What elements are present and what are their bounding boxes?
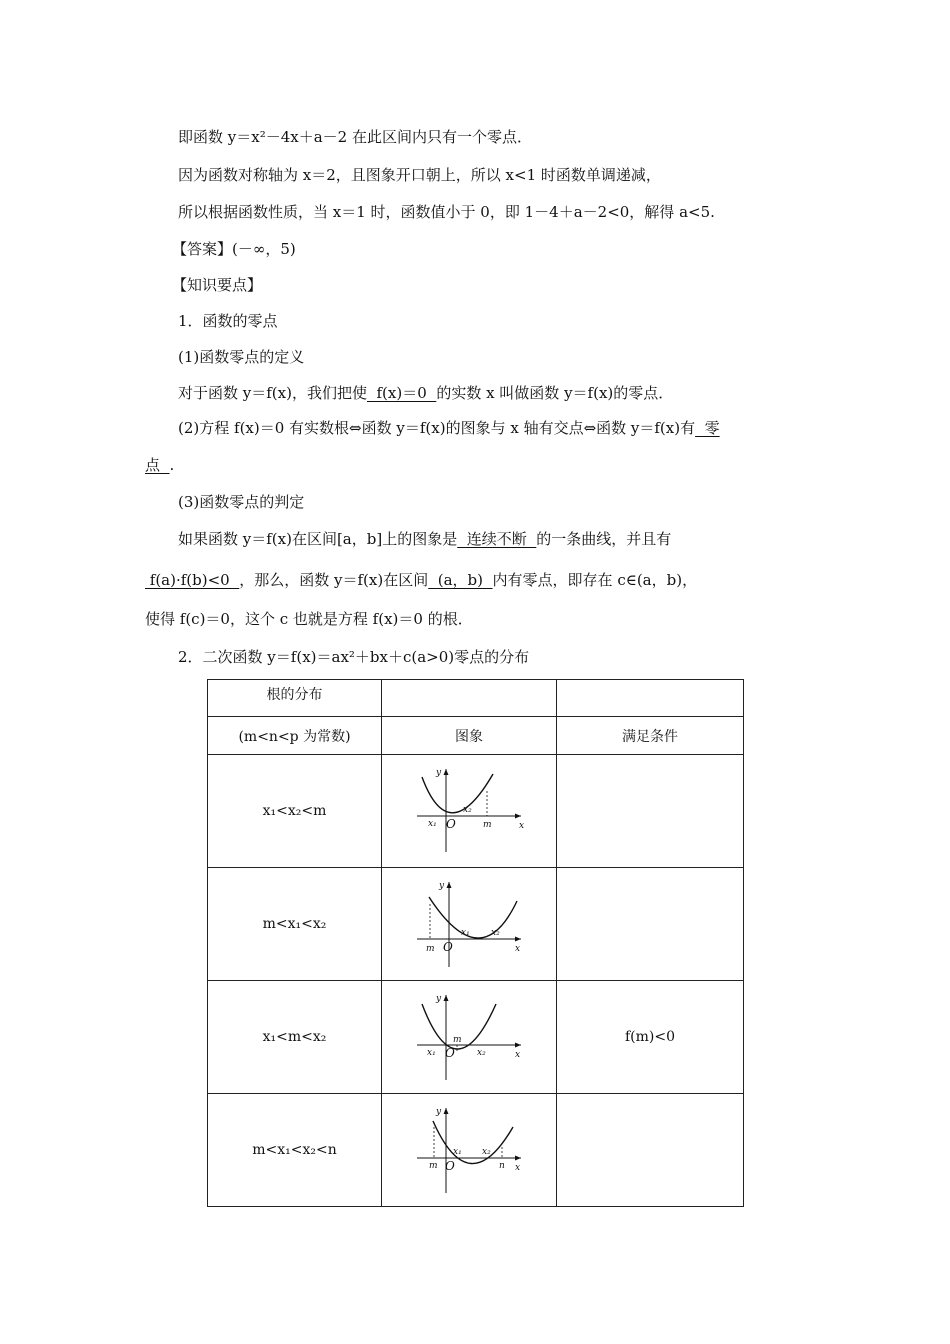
table-header-row-2 bbox=[208, 717, 744, 755]
origin-label: O bbox=[446, 816, 456, 831]
judge-line-3: 使得 f(c)＝0，这个 c 也就是方程 f(x)＝0 的根． bbox=[145, 610, 473, 628]
equivalence-blank-1: 零 bbox=[695, 419, 720, 437]
row-graph bbox=[382, 1094, 557, 1207]
row-condition bbox=[557, 868, 744, 981]
row-condition bbox=[557, 755, 744, 868]
m-label: m bbox=[429, 1160, 438, 1171]
table-header-row-1 bbox=[208, 680, 744, 717]
y-axis-label: y bbox=[436, 767, 442, 778]
text-line-3: 所以根据函数性质，当 x＝1 时，函数值小于 0，即 1－4＋a－2<0，解得 a<5. bbox=[178, 203, 715, 221]
section-1-1-heading: (1)函数零点的定义 bbox=[178, 348, 305, 366]
judge-line-1 bbox=[178, 529, 671, 549]
table-row bbox=[208, 755, 744, 868]
header-constants: (m<n<p 为常数) bbox=[208, 717, 382, 755]
x2-label: x₂ bbox=[482, 1146, 491, 1157]
equivalence-line-cont bbox=[145, 455, 174, 475]
table-row bbox=[208, 981, 744, 1094]
m-label: m bbox=[426, 943, 435, 954]
answer-label: 【答案】 bbox=[172, 240, 233, 258]
parabola-graph bbox=[409, 1103, 529, 1198]
header-empty-2 bbox=[557, 680, 744, 717]
text-line-2: 因为函数对称轴为 x＝2，且图象开口朝上，所以 x<1 时函数单调递减， bbox=[178, 166, 661, 184]
row-distribution: x₁<m<x₂ bbox=[208, 981, 382, 1094]
x-axis-label: x bbox=[515, 1162, 521, 1173]
x1-label: x₁ bbox=[428, 818, 437, 829]
y-axis-label: y bbox=[439, 880, 445, 891]
header-conditions: 满足条件 bbox=[557, 717, 744, 755]
judge-blank-2: f(a)·f(b)<0 bbox=[145, 571, 240, 589]
judge-text-d: 内有零点，即存在 c∈(a，b)， bbox=[492, 571, 698, 589]
x2-label: x₂ bbox=[463, 804, 472, 815]
judge-text-b: 的一条曲线，并且有 bbox=[536, 530, 672, 548]
x1-label: x₁ bbox=[427, 1047, 436, 1058]
equivalence-end: . bbox=[169, 456, 175, 474]
definition-blank: f(x)＝0 bbox=[366, 384, 437, 402]
judge-line-2 bbox=[145, 570, 697, 590]
judge-text-a: 如果函数 y＝f(x)在区间[a，b]上的图象是 bbox=[178, 530, 458, 548]
judge-text-c: ，那么，函数 y＝f(x)在区间 bbox=[239, 571, 429, 589]
origin-label: O bbox=[443, 939, 453, 954]
row-distribution: m<x₁<x₂<n bbox=[208, 1094, 382, 1207]
x-axis-label: x bbox=[519, 820, 525, 831]
text-line-1: 即函数 y＝x²－4x＋a－2 在此区间内只有一个零点． bbox=[178, 128, 532, 146]
root-distribution-table bbox=[207, 679, 744, 1207]
section-2-heading: 2．二次函数 y＝f(x)＝ax²＋bx＋c(a>0)零点的分布 bbox=[178, 648, 530, 666]
equivalence-text: (2)方程 f(x)＝0 有实数根⇔函数 y＝f(x)的图象与 x 轴有交点⇔函数 y＝f(x)有 bbox=[178, 419, 696, 437]
n-label: n bbox=[499, 1160, 505, 1171]
section-1-3-heading: (3)函数零点的判定 bbox=[178, 493, 305, 511]
answer-value: (－∞，5) bbox=[232, 240, 296, 258]
x1-label: x₁ bbox=[453, 1146, 462, 1157]
y-axis-label: y bbox=[436, 1106, 442, 1117]
header-graph: 图象 bbox=[382, 717, 557, 755]
x1-label: x₁ bbox=[461, 927, 470, 938]
row-condition: f(m)<0 bbox=[557, 981, 744, 1094]
x-axis-label: x bbox=[515, 943, 521, 954]
section-1-heading: 1．函数的零点 bbox=[178, 312, 278, 330]
header-root-distribution: 根的分布 bbox=[208, 680, 382, 717]
origin-label: O bbox=[445, 1045, 455, 1060]
answer-line bbox=[172, 239, 296, 259]
definition-text-b: 的实数 x 叫做函数 y＝f(x)的零点． bbox=[436, 384, 674, 402]
equivalence-blank-2: 点 bbox=[145, 456, 170, 474]
m-label: m bbox=[453, 1034, 462, 1045]
origin-label: O bbox=[445, 1158, 455, 1173]
knowledge-heading: 【知识要点】 bbox=[172, 276, 263, 294]
equivalence-line bbox=[178, 418, 720, 438]
parabola-graph bbox=[409, 990, 529, 1085]
definition-line bbox=[178, 383, 673, 403]
definition-text-a: 对于函数 y＝f(x)，我们把使 bbox=[178, 384, 367, 402]
y-axis-label: y bbox=[436, 993, 442, 1004]
m-label: m bbox=[483, 819, 492, 830]
parabola-graph bbox=[409, 877, 529, 972]
row-graph bbox=[382, 868, 557, 981]
parabola-graph bbox=[409, 764, 529, 859]
x-axis-label: x bbox=[515, 1049, 521, 1060]
x2-label: x₂ bbox=[477, 1047, 486, 1058]
row-condition bbox=[557, 1094, 744, 1207]
table-row bbox=[208, 1094, 744, 1207]
row-distribution: m<x₁<x₂ bbox=[208, 868, 382, 981]
x2-label: x₂ bbox=[491, 927, 500, 938]
row-graph bbox=[382, 755, 557, 868]
row-graph bbox=[382, 981, 557, 1094]
judge-blank-1: 连续不断 bbox=[457, 530, 537, 548]
row-distribution: x₁<x₂<m bbox=[208, 755, 382, 868]
judge-blank-3: (a，b) bbox=[428, 571, 493, 589]
table-row bbox=[208, 868, 744, 981]
header-empty-1 bbox=[382, 680, 557, 717]
